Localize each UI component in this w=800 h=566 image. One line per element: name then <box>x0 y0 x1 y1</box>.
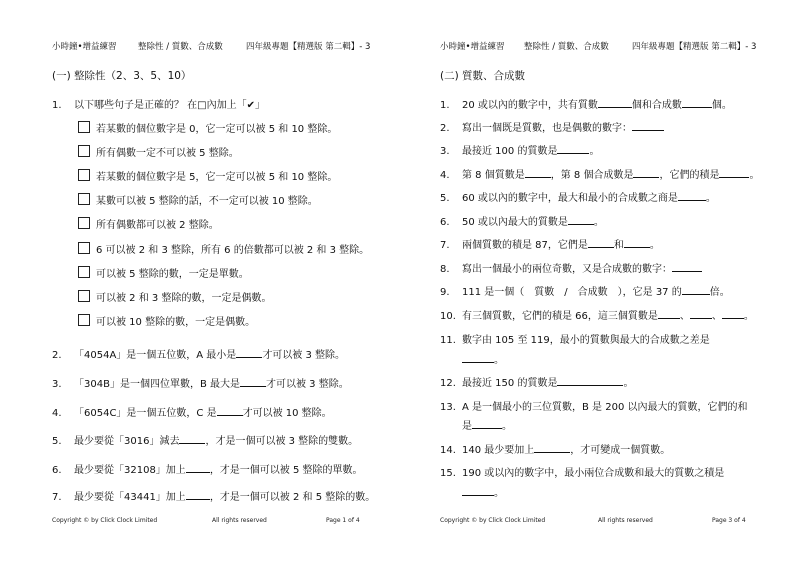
question-15 <box>440 464 724 479</box>
option-text: 若某數的個位數字是 5，它一定可以被 5 和 10 整除。 <box>96 172 338 183</box>
question-number: 12. <box>440 378 456 389</box>
answer-blank[interactable] <box>722 308 744 319</box>
answer-blank[interactable] <box>682 284 710 295</box>
footer-copyright: Copyright © by Click Clock Limited <box>52 517 158 524</box>
question-text: 有三個質數，它們的積是 66，這三個質數是 <box>462 311 658 322</box>
question-text: 寫出一個既是質數，也是偶數的數字： <box>462 123 632 134</box>
question-text: 140 最少要加上 <box>462 445 535 456</box>
section-title: (二) 質數、合成數 <box>440 70 526 82</box>
header-grade: 四年級專題【精選版 第二輯】- 3 <box>246 42 371 52</box>
question-number: 11. <box>440 335 456 346</box>
answer-blank[interactable] <box>472 418 502 429</box>
answer-blank[interactable] <box>534 442 570 453</box>
question-text: 最接近 150 的質數是 <box>462 378 558 389</box>
answer-blank[interactable] <box>557 375 623 386</box>
question-number: 9. <box>440 287 450 298</box>
question-number: 5. <box>52 436 62 447</box>
question-text: 最少要從「3016」減去 <box>74 436 180 447</box>
question-number: 2. <box>440 123 450 134</box>
question-12 <box>440 374 633 389</box>
question-text: ，第 8 個合成數是 <box>550 170 634 181</box>
question-text: 。 <box>705 193 716 204</box>
question-13 <box>440 398 748 413</box>
option-text: 所有偶數都可以被 2 整除。 <box>96 220 219 231</box>
question-number: 3. <box>52 379 62 390</box>
question-7 <box>52 488 375 503</box>
question-text: 、 <box>679 311 690 322</box>
question-text: 是 <box>462 421 472 432</box>
question-text: 。 <box>589 146 600 157</box>
answer-checkbox[interactable] <box>78 121 90 133</box>
question-number: 4. <box>52 408 62 419</box>
question-8 <box>440 260 702 275</box>
question-number: 10. <box>440 311 456 322</box>
option-row <box>78 313 255 328</box>
answer-blank[interactable] <box>633 167 659 178</box>
question-text: 。 <box>494 355 504 366</box>
question-9 <box>440 283 730 298</box>
question-number: 7. <box>440 240 450 251</box>
answer-blank[interactable] <box>462 352 494 363</box>
question-4 <box>52 404 332 419</box>
question-3 <box>52 375 349 390</box>
answer-blank[interactable] <box>179 433 205 444</box>
option-row <box>78 120 337 135</box>
option-text: 某數可以被 5 整除的話，不一定可以被 10 整除。 <box>96 196 318 207</box>
answer-blank[interactable] <box>568 214 594 225</box>
answer-blank[interactable] <box>462 485 494 496</box>
question-text: 。 <box>749 170 760 181</box>
footer-rights: All rights reserved <box>598 517 653 524</box>
question-text: 「304B」是一個四位單數，B 最大是 <box>74 379 240 390</box>
question-6 <box>440 213 604 228</box>
question-4 <box>440 166 759 181</box>
option-text: 可以被 10 整除的數，一定是偶數。 <box>96 317 256 328</box>
question-number: 6. <box>52 465 62 476</box>
question-number: 3. <box>440 146 450 157</box>
option-row <box>78 192 318 207</box>
question-text: 。 <box>649 240 660 251</box>
question-text: 第 8 個質數是 <box>462 170 525 181</box>
answer-checkbox[interactable] <box>78 169 90 181</box>
question-number: 13. <box>440 402 456 413</box>
header-grade: 四年級專題【精選版 第二輯】- 3 <box>632 42 757 52</box>
question-text: 。 <box>502 421 512 432</box>
answer-checkbox[interactable] <box>78 193 90 205</box>
question-text: 「4054A」是一個五位數，A 最小是 <box>74 350 237 361</box>
question-text: 才可以被 10 整除。 <box>242 408 332 419</box>
question-text: 才可以被 3 整除。 <box>262 350 346 361</box>
answer-blank[interactable] <box>682 97 712 108</box>
answer-checkbox[interactable] <box>78 290 90 302</box>
header-topic: 整除性 / 質數、合成數 <box>138 42 223 52</box>
option-text: 所有偶數一定不可以被 5 整除。 <box>96 148 239 159</box>
question-text: 最接近 100 的質數是 <box>462 146 558 157</box>
question-number: 7. <box>52 492 62 503</box>
question-number: 1. <box>52 100 62 111</box>
header-brand: 小時鐘•增益練習 <box>440 42 505 52</box>
option-text: 6 可以被 2 和 3 整除，所有 6 的倍數都可以被 2 和 3 整除。 <box>96 245 370 256</box>
footer-page-number: Page 3 of 4 <box>712 517 746 524</box>
answer-blank[interactable] <box>217 405 243 416</box>
question-text: 最少要從「32108」加上 <box>74 465 186 476</box>
answer-blank[interactable] <box>236 347 262 358</box>
question-text: 、 <box>711 311 722 322</box>
answer-blank[interactable] <box>690 308 712 319</box>
question-number: 4. <box>440 170 450 181</box>
answer-blank[interactable] <box>598 97 632 108</box>
question-15-continued <box>462 484 504 499</box>
question-text: 和 <box>613 240 624 251</box>
question-1 <box>52 96 265 111</box>
question-text: 。 <box>623 378 634 389</box>
question-5 <box>440 189 716 204</box>
answer-checkbox[interactable] <box>78 242 90 254</box>
question-11-continued <box>462 351 504 366</box>
question-number: 8. <box>440 264 450 275</box>
footer-page-number: Page 1 of 4 <box>326 517 360 524</box>
answer-blank[interactable] <box>525 167 551 178</box>
option-row <box>78 168 337 183</box>
option-text: 若某數的個位數字是 0，它一定可以被 5 和 10 整除。 <box>96 124 338 135</box>
question-2 <box>52 346 345 361</box>
answer-blank[interactable] <box>678 190 706 201</box>
question-11 <box>440 331 710 346</box>
question-number: 1. <box>440 100 450 111</box>
question-6 <box>52 461 363 476</box>
option-row <box>78 216 219 231</box>
question-number: 15. <box>440 468 456 479</box>
answer-blank[interactable] <box>624 237 650 248</box>
question-text: ，才是一個可以被 2 和 5 整除的數。 <box>209 492 376 503</box>
question-3 <box>440 142 599 157</box>
answer-blank[interactable] <box>557 143 589 154</box>
answer-blank[interactable] <box>719 167 749 178</box>
question-5 <box>52 432 358 447</box>
answer-blank[interactable] <box>672 261 702 272</box>
question-text: 190 或以內的數字中，最小兩位合成數和最大的質數之積是 <box>462 468 725 479</box>
option-row <box>78 144 239 159</box>
question-text: 個和合成數 <box>631 100 682 111</box>
answer-checkbox[interactable] <box>78 217 90 229</box>
answer-blank[interactable] <box>186 462 210 473</box>
question-text: A 是一個最小的三位質數，B 是 200 以內最大的質數，它們的和 <box>462 402 748 413</box>
answer-checkbox[interactable] <box>78 314 90 326</box>
question-text: 寫出一個最小的兩位奇數，又是合成數的數字： <box>462 264 672 275</box>
question-text: 。 <box>593 217 604 228</box>
question-text: 。 <box>494 488 504 499</box>
question-text: 數字由 105 至 119，最小的質數與最大的合成數之差是 <box>462 335 710 346</box>
question-text: ，才是一個可以被 5 整除的單數。 <box>209 465 363 476</box>
footer-rights: All rights reserved <box>212 517 267 524</box>
answer-checkbox[interactable] <box>78 145 90 157</box>
option-row <box>78 241 369 256</box>
answer-blank[interactable] <box>186 489 210 500</box>
question-text: 才可以被 3 整除。 <box>266 379 349 390</box>
question-number: 2. <box>52 350 62 361</box>
question-text: ，才可變成一個質數。 <box>570 445 671 456</box>
question-14 <box>440 441 670 456</box>
header-brand: 小時鐘•增益練習 <box>52 42 117 52</box>
question-number: 6. <box>440 217 450 228</box>
section-title: (一) 整除性（2、3、5、10） <box>52 70 192 82</box>
answer-blank[interactable] <box>588 237 614 248</box>
question-text: ，它們的積是 <box>659 170 720 181</box>
question-7 <box>440 236 660 251</box>
question-text: 「6054C」是一個五位數，C 是 <box>74 408 217 419</box>
question-10 <box>440 307 754 322</box>
option-text: 可以被 5 整除的數，一定是單數。 <box>96 269 249 280</box>
question-text: 111 是一個（ 質數 / 合成數 ），它是 37 的 <box>462 287 682 298</box>
question-number: 5. <box>440 193 450 204</box>
header-topic: 整除性 / 質數、合成數 <box>524 42 609 52</box>
option-text: 可以被 2 和 3 整除的數，一定是偶數。 <box>96 293 272 304</box>
question-text: 20 或以內的數字中，共有質數 <box>462 100 598 111</box>
answer-blank[interactable] <box>240 376 266 387</box>
question-text: 以下哪些句子是正確的？ 在□內加上「✔」 <box>74 100 266 111</box>
question-text: 50 或以內最大的質數是 <box>462 217 568 228</box>
worksheet-page-right <box>400 0 800 566</box>
footer-copyright: Copyright © by Click Clock Limited <box>440 517 546 524</box>
answer-blank[interactable] <box>632 120 664 131</box>
answer-blank[interactable] <box>658 308 680 319</box>
question-text: 最少要從「43441」加上 <box>74 492 186 503</box>
question-number: 14. <box>440 445 456 456</box>
question-1 <box>440 96 732 111</box>
option-row <box>78 289 271 304</box>
question-2 <box>440 119 664 134</box>
question-13-continued <box>462 417 512 432</box>
question-text: 。 <box>743 311 754 322</box>
question-text: 倍。 <box>709 287 730 298</box>
question-text: 60 或以內的數字中，最大和最小的合成數之商是 <box>462 193 678 204</box>
answer-checkbox[interactable] <box>78 266 90 278</box>
question-text: 兩個質數的積是 87，它們是 <box>462 240 588 251</box>
question-text: 個。 <box>711 100 732 111</box>
option-row <box>78 265 249 280</box>
question-text: ，才是一個可以被 3 整除的雙數。 <box>205 436 359 447</box>
